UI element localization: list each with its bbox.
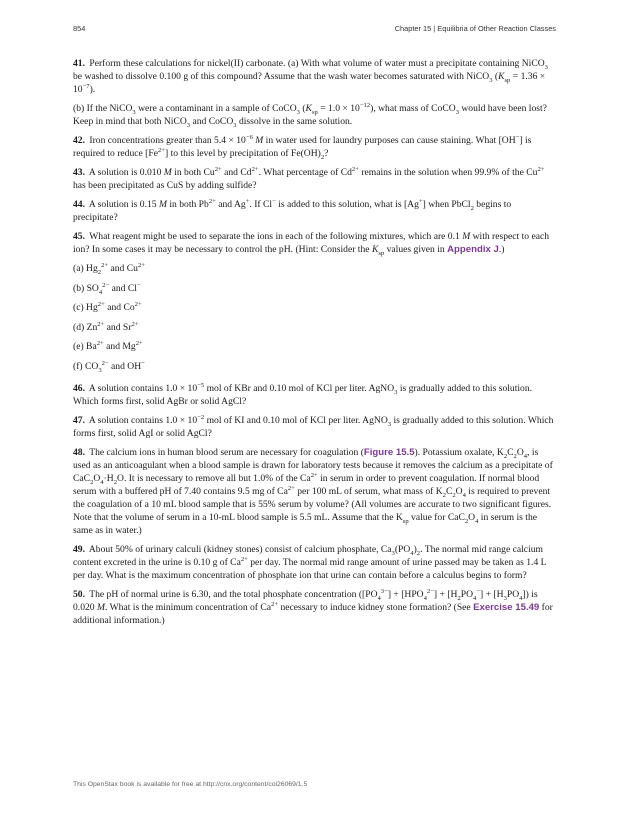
problem-list: [73, 57, 557, 633]
problem-number: 50.: [73, 588, 85, 600]
chapter-title: Chapter 15 | Equilibria of Other Reaction Classes: [394, 24, 556, 33]
problem-48: 48. The calcium ions in human blood serum are necessary for coagulation (Figure 15.5). Potassium oxalate, $K_2C_2O_4$, is used as an anticoagulant when a blood sample is drawn for laboratory tests because it removes the calcium as a precipitate of $CaC_2O_4\cdot H_2O$. It is necessary to remove all but 1.0% of the $Ca^{2+}$ in serum in order to prevent coagulation. If normal blood serum with a buffered pH of 7.40 contains 9.5 mg of $Ca^{2+}$ per 100 mL of serum, what mass of $K_2C_2O_4$ is required to prevent the coagulation of a 10 mL blood sample that is 55% serum by volume? (All volumes are accurate to two significant figures. Note that the volume of serum in a 10-mL blood sample is 5.5 mL. Assume that the $K_{sp}$ value for $CaC_2O_4$ in serum is the same as in water.): [73, 446, 553, 536]
problem-number: 49.: [73, 543, 85, 555]
problem-47: 47. A solution contains $1.0 \times 10^{-2}$ mol of KI and 0.10 mol of KCl per liter. AgNO$_3$ is gradually added to this solution. Which forms first, solid AgI or solid AgCl?: [73, 413, 554, 439]
problem-number: 46.: [73, 382, 85, 394]
problem-number: 41.: [73, 58, 85, 69]
problem-46: 46. A solution contains $1.0 \times 10^{-5}$ mol of KBr and 0.10 mol of KCl per liter. AgNO$_3$ is gradually added to this solution. Which forms first, solid AgBr or solid AgCl?: [73, 381, 533, 407]
option-b: (b) $SO_4^{2-}$ and Cl−: [73, 281, 141, 296]
problem-number: 42.: [73, 135, 85, 146]
problem-number: 45.: [73, 231, 85, 242]
problem-number: 47.: [73, 414, 85, 426]
exercise-15-49-link[interactable]: Exercise 15.49: [473, 601, 540, 613]
ksp-value: 1.36 × 10: [73, 71, 546, 95]
option-e: (e) $Ba^{2+}$ and $Mg^{2+}$: [73, 339, 143, 352]
problem-45: 45. What reagent might be used to separate the ions in each of the following mixtures, which are 0.1 M with respect to each ion? In some cases it may be necessary to control the pH. (Hint: Consider the $K_{sp}$ values given in Appendix J.): [73, 231, 550, 257]
problem-42: 42. Iron concentrations greater than $5.4 \times 10^{-6}$ M in water used for laundry purposes can cause staining. What [OH−] is required to reduce $[Fe^{2+}]$ to this level by precipitation of $Fe(OH)_2$?: [73, 133, 532, 161]
problem-41a: 41. Perform these calculations for nickel(II) carbonate. (a) With what volume of water must a precipitate containing NiCO$_3$ be washed to dissolve 0.100 g of this compound? Assume that the wash water becomes saturated with NiCO$_3$ $(K_{sp} = 1.36 \times 10^{-7})$.: [73, 58, 548, 95]
figure-15-5-link[interactable]: Figure 15.5: [363, 446, 415, 458]
problem-43: 43. A solution is 0.010 M in both $Cu^{2+}$ and $Cd^{2+}$. What percentage of $Cd^{2+}$ remains in the solution when 99.9% of the $Cu^{2+}$ has been precipitated as CuS by adding sulfide?: [73, 165, 545, 191]
option-a: (a) $Hg_2^{2+}$ and $Cu^{2+}$: [73, 261, 145, 276]
page-number: 854: [73, 24, 86, 33]
problem-41b: (b) If the NiCO$_3$ were a contaminant in a sample of CoCO$_3$ $(K_{sp} = 1.0 \times 10^{-12})$, what mass of CoCO$_3$ would have been lost? Keep in mind that both NiCO$_3$ and CoCO$_3$ dissolve in the same solution.: [73, 101, 547, 129]
problem-number: 44.: [73, 199, 85, 210]
problem-49: 49. About 50% of urinary calculi (kidney stones) consist of calcium phosphate, $Ca_3(PO_4)_2$. The normal mid range calcium content excreted in the urine is 0.10 g of $Ca^{2+}$ per day. The normal mid range amount of urine passed may be taken as 1.4 L per day. What is the maximum concentration of phosphate ion that urine can contain before a calculus begins to form?: [73, 543, 547, 581]
option-d: (d) $Zn^{2+}$ and $Sr^{2+}$: [73, 320, 139, 333]
appendix-j-link[interactable]: Appendix J: [447, 244, 499, 255]
option-c: (c) $Hg^{2+}$ and $Co^{2+}$: [73, 300, 142, 313]
problem-number: 43.: [73, 167, 85, 178]
option-f: (f) $CO_3^{2-}$ and OH−: [73, 359, 145, 374]
problem-50: 50. The pH of normal urine is 6.30, and the total phosphate concentration $([PO_4^{3-}] + [HPO_4^{2-}] + [H_2PO_4^-] + [H_3PO_4])$ is 0.020 M. What is the minimum concentration of $Ca^{2+}$ necessary to induce kidney stone formation? (See Exercise 15.49 for additional information.): [73, 587, 553, 626]
problem-number: 48.: [73, 446, 85, 458]
footer-note: This OpenStax book is available for free at http://cnx.org/content/col26069/1.5: [73, 781, 308, 788]
problem-44: 44. A solution is 0.15 M in both $Pb^{2+}$ and Ag+. If Cl− is added to this solution, what is [Ag+] when PbCl$_2$ begins to precipitate?: [73, 197, 512, 223]
